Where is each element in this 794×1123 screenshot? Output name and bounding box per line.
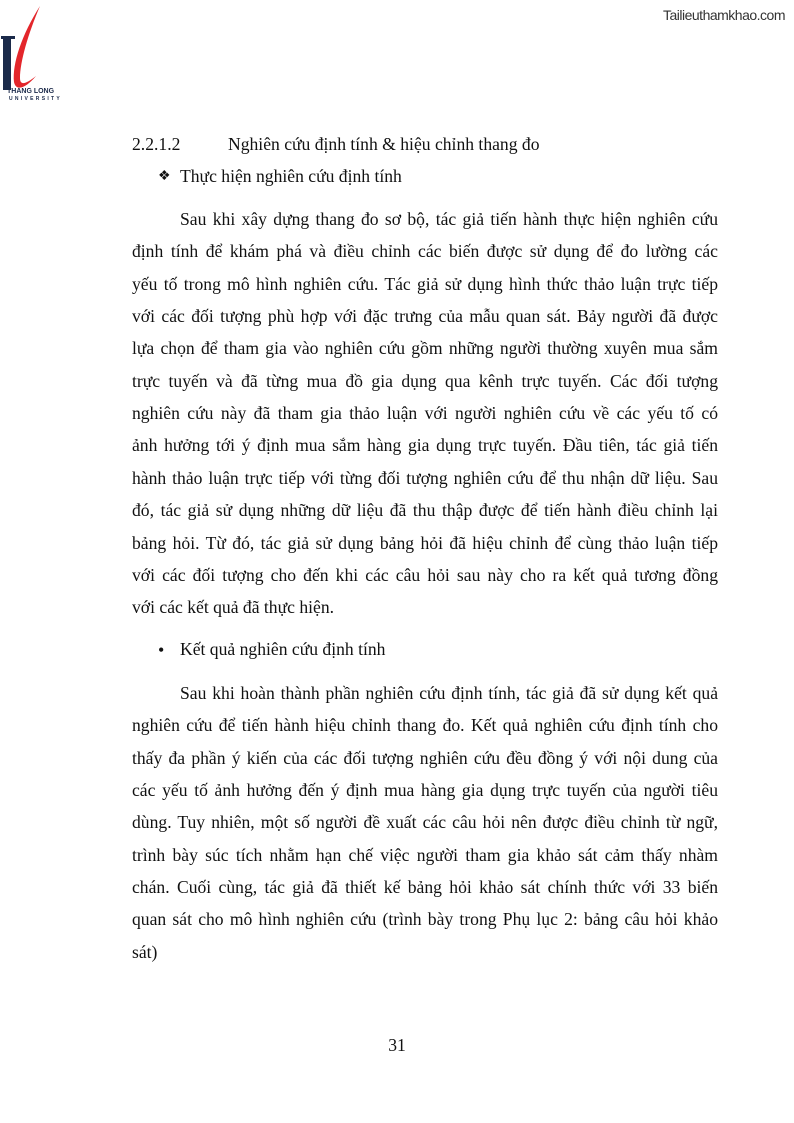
paragraph-line: ảnh hưởng tới ý định mua sắm hàng gia dụng trực tuyến. Đầu tiên, tác giả tiến — [132, 435, 718, 456]
diamond-bullet-icon: ❖ — [158, 169, 171, 184]
subsection-title: Kết quả nghiên cứu định tính — [180, 639, 386, 659]
paragraph-line: lựa chọn để tham gia vào nghiên cứu gồm những người thường xuyên mua sắm — [132, 338, 718, 359]
paragraph-line: trực tuyến và đã từng mua đồ gia dụng qua kênh trực tuyến. Các đối tượng — [132, 370, 718, 391]
paragraph-line: chán. Cuối cùng, tác giả đã thiết kế bảng hỏi khảo sát chính thức với 33 biến — [132, 877, 718, 898]
bullet-icon: • — [158, 640, 165, 660]
paragraph-line: trình bày súc tích nhằm hạn chế việc người tham gia khảo sát cảm thấy nhàm — [132, 844, 718, 865]
paragraph-line: dùng. Tuy nhiên, một số người đề xuất các câu hỏi nên được điều chỉnh từ ngữ, — [132, 812, 718, 833]
paragraph-line: định tính để khám phá và điều chỉnh các biến được sử dụng để đo lường các — [132, 241, 718, 262]
paragraph-line: với các kết quả đã thực hiện. — [132, 597, 335, 618]
watermark: Tailieuthamkhao.com — [662, 7, 785, 23]
paragraph-line: nghiên cứu này đã tham gia thảo luận với người nghiên cứu về các yếu tố có — [132, 403, 718, 424]
logo-text: THANG LONG — [7, 88, 55, 95]
paragraph-line: với các đối tượng cho đến khi các câu hỏi sau này cho ra kết quả tương đồng — [132, 564, 718, 585]
page-number: 31 — [388, 1035, 406, 1055]
paragraph-line: nghiên cứu để tiến hành hiệu chỉnh thang đo. Kết quả nghiên cứu định tính cho — [132, 715, 718, 736]
subsection-title: Thực hiện nghiên cứu định tính — [180, 166, 402, 186]
paragraph-line: đó, tác giả sử dụng những dữ liệu đã thu thập được để tiến hành điều chỉnh lại — [132, 500, 718, 521]
paragraph-line: Sau khi hoàn thành phần nghiên cứu định tính, tác giả đã sử dụng kết quả — [180, 683, 718, 703]
paragraph-line: bảng hỏi. Từ đó, tác giả sử dụng bảng hỏi đã hiệu chỉnh để cùng thảo luận tiếp — [132, 532, 718, 553]
paragraph-line: sát) — [132, 941, 158, 962]
paragraph-line: quan sát cho mô hình nghiên cứu (trình bày trong Phụ lục 2: bảng câu hỏi khảo — [132, 909, 718, 930]
paragraph-line: các yếu tố ảnh hưởng đến ý định mua hàng gia dụng trực tuyến của người tiêu — [132, 780, 718, 801]
section-number: 2.2.1.2 — [132, 134, 181, 154]
section-title: Nghiên cứu định tính & hiệu chỉnh thang đo — [228, 134, 540, 154]
paragraph-line: yếu tố trong mô hình nghiên cứu. Tác giả sử dụng hình thức thảo luận trực tiếp — [132, 273, 718, 294]
paragraph-line: với các đối tượng phù hợp với đặc trưng của mẫu quan sát. Bảy người đã được — [132, 306, 718, 327]
paragraph-line: Sau khi xây dựng thang đo sơ bộ, tác giả tiến hành thực hiện nghiên cứu — [180, 209, 718, 229]
paragraph-line: hành thảo luận trực tiếp với từng đối tượng nghiên cứu để thu nhận dữ liệu. Sau — [132, 467, 718, 488]
paragraph-line: thấy đa phần ý kiến của các đối tượng nghiên cứu đều đồng ý với nội dung của — [132, 747, 718, 768]
logo-subtext: UNIVERSITY — [9, 96, 63, 102]
